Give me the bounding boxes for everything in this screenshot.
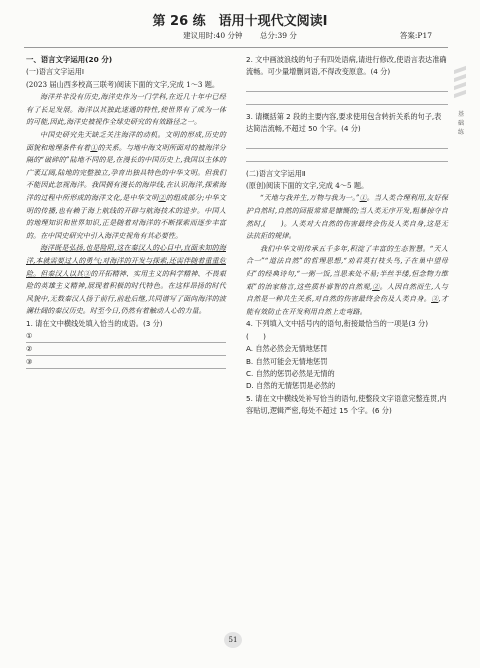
para3-part-a: 海洋既是弘扬,也是险阻,这在秦汉人的心目中,直面未知的海洋,本就需要过人的勇气;对海洋的开发与探索,还需伴随着重重危险。但秦汉人以其 [26, 244, 226, 278]
right-column [246, 54, 448, 418]
answer-line-3[interactable] [26, 356, 226, 369]
answer-mark-3: ③ [26, 357, 33, 367]
para4-part-b: 。当人类合理利用,友好保护自然时,自然的回报常常是慷慨的;当人类无序开发,粗暴掠夺自然时,( [246, 194, 448, 228]
answer-mark-1: ① [26, 331, 33, 341]
para4-part-c: )。人类对大自然的伤害最终会伤及人类自身,这是无法抗拒的规律。 [246, 219, 449, 241]
para2-part-a: 中国史研究先天缺乏关注海洋的动机。文明的形成,历史的面貌和地理条件有着 [26, 131, 226, 152]
total-score: 总分:39 分 [259, 31, 297, 40]
question-3: 3. 请概括第 2 段的主要内容,要求使用包含转折关系的句子,表达简洁流畅,不超过 50 个字。(4 分) [246, 111, 442, 134]
question-4 [246, 318, 448, 343]
passage-paragraph-1: 海洋并非没有历史,海洋史作为一门学科,在近几十年中已经有了长足发展。海洋以其独此迷通的特性,使世界有了成为一体的可能,因此,海洋史被视作全球史研究的有效路径之一。 [26, 93, 226, 127]
section-heading-1: 一、语言文字运用(20 分) [26, 55, 113, 64]
option-d[interactable]: D. 自然的无情惩罚是必然的 [246, 381, 336, 391]
passage-intro-2: (原创)阅读下面的文字,完成 4～5 题。 [246, 181, 369, 191]
question-5: 5. 请在文中横线处补写恰当的语句,使整段文字语意完整连贯,内容贴切,逻辑严密,每处不超过 15 个字。(6 分) [246, 393, 447, 416]
answer-line-1[interactable] [26, 330, 226, 343]
suggested-time: 建议用时:40 分钟 [183, 31, 243, 40]
subsection-heading-2: (二)语言文字运用Ⅱ [246, 168, 306, 178]
blank-3: ③ [83, 269, 91, 278]
passage-paragraph-2 [26, 129, 226, 242]
answer-line-q3-2[interactable] [246, 149, 448, 162]
passage-paragraph-5 [246, 243, 448, 319]
answer-line-q2-1[interactable] [246, 79, 448, 92]
passage-paragraph-3 [26, 242, 226, 318]
para2-part-c: 的组成部分;中华文明的传播,也有赖于海上航线的开辟与航海技术的进步。中国人的地理知识和世界知识,正是随着对海洋的不断探索而逐步丰富的。在中国史研究中引入海洋史视角有其必要性。 [26, 193, 226, 240]
header-divider [24, 47, 448, 48]
para5-part-b: 。人因自然而生,人与自然是一种共生关系,对自然的伤害最终会伤及人类自身。 [246, 282, 448, 304]
option-b[interactable]: B. 自然可能会无情地惩罚 [246, 356, 328, 366]
question-2: 2. 文中画波浪线的句子有四处语病,请进行修改,使语言表达准确流畅。可少量增删词语,不得改变原意。(4 分) [246, 55, 447, 77]
blank-4: ① [359, 194, 367, 203]
page-number: 51 [224, 632, 242, 648]
question-1: 1. 请在文中横线处填入恰当的成语。(3 分) [26, 318, 163, 328]
option-c[interactable]: C. 自然的惩罚必然是无情的 [246, 369, 335, 378]
question-4-answer-paren: ( ) [246, 331, 266, 341]
blank-1: ① [90, 143, 98, 152]
answer-mark-2: ② [26, 344, 33, 354]
answer-line-q3-1[interactable] [246, 136, 448, 149]
blank-5 [266, 220, 281, 228]
para3-part-b: 的开拓精神、实用主义的科学精神、不畏艰险的英雄主义精神,展现着积极的时代特色。在这样昂扬的时代风貌中,无数秦汉人扬于前行,前赴后继,共同谱写了面向海洋的波澜壮阔的秦汉历史。时至今日,仍然有着触动人心的力量。 [26, 269, 226, 316]
subsection-heading-1: (一)语言文字运用Ⅰ [26, 67, 85, 77]
para2-part-b: 的关系。与地中海文明所面对的被海洋分隔的“破碎的”陆地不同的是,在漫长的中国历史上,我国以主体的广袤辽阔,陆地的完整独立,孕育出独具特色的中华文明。但我们不能因此忽视海洋。我国拥有漫长的海岸线,在认识海洋,探索海洋的过程中所形成的海洋文化,是中华文明 [26, 143, 226, 202]
passage-intro-1: (2023 届山西多校高三联考)阅读下面的文字,完成 1～3 题。 [26, 79, 220, 89]
side-tab-label: 基础练 [457, 111, 464, 136]
blank-7: ③ [431, 295, 439, 304]
option-a[interactable]: A. 自然必然会无情地惩罚 [246, 344, 328, 354]
answer-line-2[interactable] [26, 343, 226, 356]
blank-6: ② [372, 282, 380, 291]
page-title: 第 26 练 语用十现代文阅读Ⅰ [152, 14, 328, 29]
question-4-text: 4. 下列填入文中括号内的语句,衔接最恰当的一项是(3 分) [246, 319, 429, 329]
left-column [26, 54, 226, 369]
para5-part-c: ,才能有效防止在开发利用自然上走弯路。 [246, 295, 449, 316]
answer-line-q2-2[interactable] [246, 92, 448, 105]
side-decoration [454, 68, 466, 100]
blank-2: ② [158, 193, 166, 202]
answer-reference: 答案:P17 [399, 31, 432, 40]
passage-paragraph-4 [246, 192, 448, 242]
para4-part-a: “天地与我并生,万物与我为一。” [260, 194, 360, 203]
para5-part-a: 我们中华文明传承五千多年,积淀了丰富的生态智慧。“天人合一”“道法自然”的哲理思想,“劝君莫打枝头鸟,子在巢中望母归”的经典诗句,“一粥一饭,当思来处不易;半丝半缕,恒念物力维艰”的治家格言,这些质朴睿智的自然观, [246, 244, 448, 291]
